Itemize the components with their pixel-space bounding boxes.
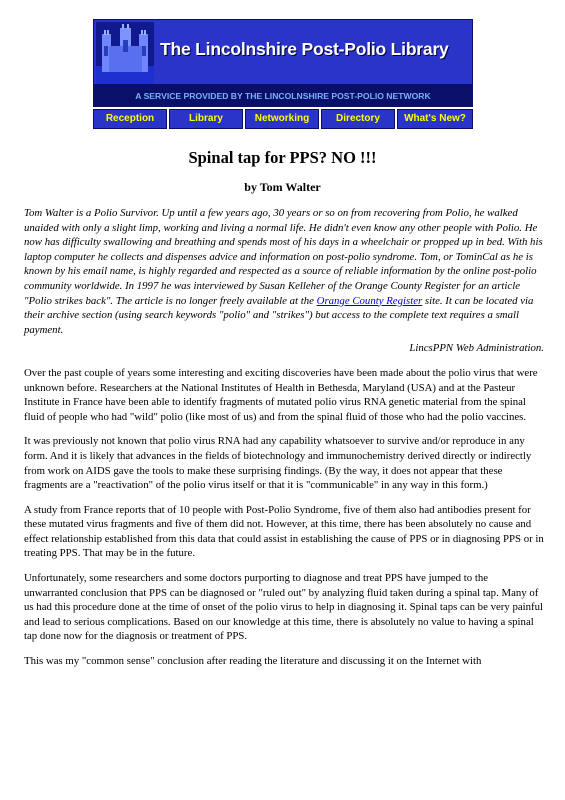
orange-county-register-link[interactable]: Orange County Register	[316, 294, 423, 307]
banner-title: The Lincolnshire Post-Polio Library	[160, 39, 449, 59]
intro-text-after-link: site. It can be located via their archive section (using search keywords "polio" and "strikes") but access to the complete text requires a small payment.	[24, 294, 534, 336]
nav-directory-button[interactable]: Directory	[321, 109, 395, 129]
article-title: Spinal tap for PPS? NO !!!	[188, 148, 377, 167]
banner-subtitle: A SERVICE PROVIDED BY THE LINCOLNSHIRE POST-POLIO NETWORK	[93, 85, 473, 107]
nav-reception-button[interactable]: Reception	[93, 109, 167, 129]
paragraph: Unfortunately, some researchers and some doctors purporting to diagnose and treat PPS have jumped to the unwarranted conclusion that PPS can be diagnosed or "ruled out" by analyzing fluid taken during a spinal tap. Many of us had this procedure done at the time of onset of the polio virus to help in diagnosing it. Spinal taps can be very painful and lead to serious complications. Based on our knowledge at this time, there is absolutely no value to having a spinal tap done now for the diagnosis or treatment of PPS.	[24, 572, 544, 643]
nav-library-button[interactable]: Library	[169, 109, 243, 129]
site-banner	[93, 19, 473, 129]
nav-whats-new-button[interactable]: What's New?	[397, 109, 473, 129]
main-nav	[93, 109, 473, 129]
nav-networking-button[interactable]: Networking	[245, 109, 319, 129]
paragraph: This was my "common sense" conclusion after reading the literature and discussing it on the Internet with	[24, 655, 482, 668]
intro-text-before-link: Tom Walter is a Polio Survivor. Up until a few years ago, 30 years or so on from recovering from Polio, he walked unaided with only a slight limp, working and living a normal life. He didn't even know any other people with Polio. He now has difficulty swallowing and breathing and spends most of his days in a wheelchair or propped up in bed. With his laptop computer he collects and dispenses advice and information on post-polio syndrome. Tom, or TominCal as he is known by his email name, is highly regarded and respected as a source of reliable information by the online post-polio community worldwide. In 1997 he was interviewed by Susan Kelleher of the Orange County Register for an article "Polio strikes back". The article is no longer freely available at the	[24, 207, 543, 307]
paragraph: Over the past couple of years some interesting and exciting discoveries have been made about the polio virus that were unknown before. Researchers at the National Institutes of Health in Bethesda, Maryland (USA) and at the Pasteur Institute in France have been able to identify fragments of mutated polio virus RNA genetic material from the spinal fluid of people who had "wild" polio (like most of us) and from the spinal fluid of those who had the polio vaccines.	[24, 366, 538, 423]
cathedral-icon	[96, 22, 154, 84]
article-byline: by Tom Walter	[244, 180, 321, 194]
paragraph: A study from France reports that of 10 people with Post-Polio Syndrome, five of them also had antibodies present for these mutated virus fragments and five of them did not. However, at this time, there has been absolutely no cause and effect relationship established from this data that could assist in establishing the cause of PPS or in diagnosing PPS or in treating PPS. That may be in the future.	[24, 503, 544, 560]
paragraph: It was previously not known that polio virus RNA had any capability whatsoever to survive and/or reproduce in any form. And it is likely that advances in the fields of biotechnology and immunochemistry derived directly or indirectly from work on AIDS gave the tools to make these surprising findings. (By the way, it does not appear that these fragments are a "reactivation" of the polio virus itself or that it is "communicable" in any way in this form.)	[24, 435, 532, 492]
admin-signature: LincsPPN Web Administration.	[409, 342, 544, 355]
author-intro	[24, 206, 544, 337]
article-body	[24, 206, 544, 669]
banner-header[interactable]	[93, 19, 473, 85]
